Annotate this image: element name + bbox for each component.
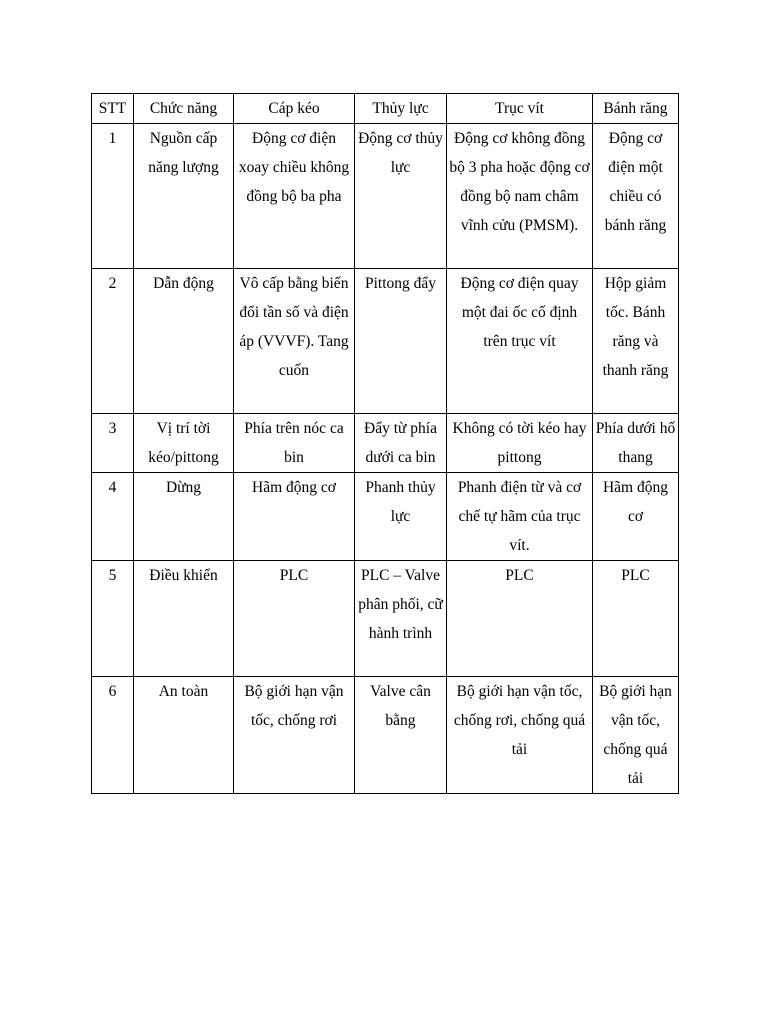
cell-stt: 5: [92, 561, 134, 677]
cell-cap-keo: PLC: [234, 561, 355, 677]
cell-stt: 6: [92, 677, 134, 794]
cell-chuc-nang: Điều khiển: [134, 561, 234, 677]
table-header-row: [92, 94, 679, 124]
cell-chuc-nang: Vị trí tời kéo/pittong: [134, 414, 234, 473]
table-row: [92, 677, 679, 794]
cell-truc-vit: Bộ giới hạn vận tốc, chống rơi, chống quá tải: [447, 677, 593, 794]
cell-truc-vit: Động cơ điện quay một đai ốc cố định trên trục vít: [447, 269, 593, 414]
table-row: [92, 124, 679, 269]
cell-chuc-nang: Nguồn cấp năng lượng: [134, 124, 234, 269]
cell-thuy-luc: PLC – Valve phân phối, cữ hành trình: [355, 561, 447, 677]
header-truc-vit: Trục vít: [447, 94, 593, 124]
table-row: [92, 473, 679, 561]
cell-banh-rang: Bộ giới hạn vận tốc, chống quá tải: [593, 677, 679, 794]
cell-stt: 4: [92, 473, 134, 561]
cell-truc-vit: PLC: [447, 561, 593, 677]
cell-thuy-luc: Valve cân bằng: [355, 677, 447, 794]
header-thuy-luc: Thủy lực: [355, 94, 447, 124]
cell-thuy-luc: Phanh thủy lực: [355, 473, 447, 561]
cell-banh-rang: Động cơ điện một chiều có bánh răng: [593, 124, 679, 269]
table-row: [92, 561, 679, 677]
cell-chuc-nang: Dẫn động: [134, 269, 234, 414]
header-chuc-nang: Chức năng: [134, 94, 234, 124]
cell-cap-keo: Bộ giới hạn vận tốc, chống rơi: [234, 677, 355, 794]
header-banh-rang: Bánh răng: [593, 94, 679, 124]
cell-thuy-luc: Pittong đẩy: [355, 269, 447, 414]
cell-chuc-nang: Dừng: [134, 473, 234, 561]
table-row: [92, 414, 679, 473]
cell-thuy-luc: Động cơ thủy lực: [355, 124, 447, 269]
header-stt: STT: [92, 94, 134, 124]
cell-truc-vit: Không có tời kéo hay pittong: [447, 414, 593, 473]
cell-thuy-luc: Đẩy từ phía dưới ca bin: [355, 414, 447, 473]
cell-cap-keo: Hãm động cơ: [234, 473, 355, 561]
cell-stt: 3: [92, 414, 134, 473]
cell-cap-keo: Động cơ điện xoay chiều không đồng bộ ba pha: [234, 124, 355, 269]
cell-stt: 2: [92, 269, 134, 414]
elevator-comparison-table: [91, 93, 679, 794]
cell-banh-rang: Phía dưới hố thang: [593, 414, 679, 473]
cell-truc-vit: Động cơ không đồng bộ 3 pha hoặc động cơ đồng bộ nam châm vĩnh cửu (PMSM).: [447, 124, 593, 269]
cell-banh-rang: PLC: [593, 561, 679, 677]
cell-truc-vit: Phanh điện từ và cơ chế tự hãm của trục vít.: [447, 473, 593, 561]
header-cap-keo: Cáp kéo: [234, 94, 355, 124]
cell-banh-rang: Hãm động cơ: [593, 473, 679, 561]
cell-cap-keo: Phía trên nóc ca bin: [234, 414, 355, 473]
cell-banh-rang: Hộp giảm tốc. Bánh răng và thanh răng: [593, 269, 679, 414]
table-row: [92, 269, 679, 414]
cell-chuc-nang: An toàn: [134, 677, 234, 794]
cell-cap-keo: Vô cấp bằng biến đổi tần số và điện áp (VVVF). Tang cuốn: [234, 269, 355, 414]
cell-stt: 1: [92, 124, 134, 269]
